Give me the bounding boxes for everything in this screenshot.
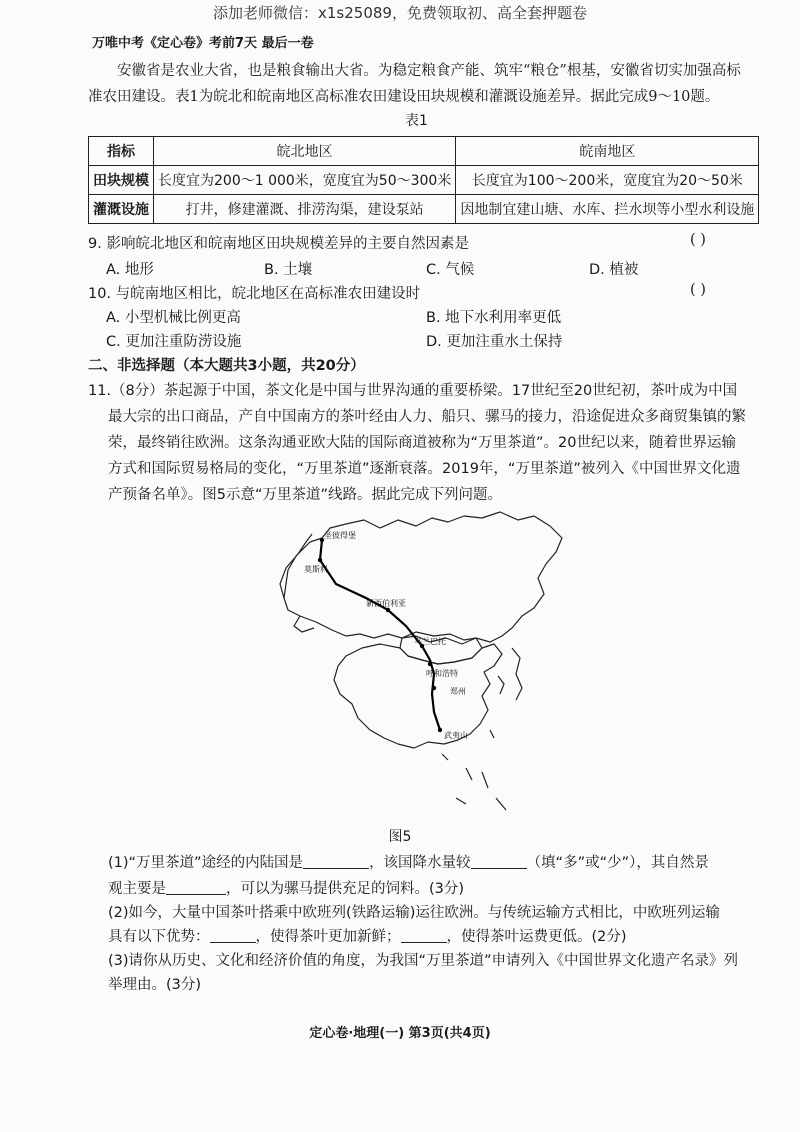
sub-question-2-line-1: (2)如今，大量中国茶叶搭乘中欧班列(铁路运输)运往欧洲。与传统运输方式相比，中欧班列运输 bbox=[108, 905, 720, 921]
option-d: D. 更加注重水土保持 bbox=[426, 334, 563, 350]
sub-question-1-line-1 bbox=[108, 850, 748, 876]
q11-line-4: 方式和国际贸易格局的变化，“万里茶道”逐渐衰落。2019年，“万里茶道”被列入《中国世界文化遗 bbox=[108, 461, 741, 477]
city-dot bbox=[386, 608, 390, 612]
europe-outline bbox=[280, 534, 314, 632]
q11-line-1: 11.（8分）茶起源于中国，茶文化是中国与世界沟通的重要桥梁。17世纪至20世纪初，茶叶成为中国 bbox=[88, 383, 738, 399]
answer-blank[interactable] bbox=[303, 854, 369, 869]
japan-outline bbox=[498, 648, 522, 700]
table-cell: 打井，修建灌溉、排涝沟渠，建设泵站 bbox=[154, 195, 456, 224]
option-b: B. 地下水利用率更低 bbox=[426, 310, 562, 326]
city-dot bbox=[428, 662, 432, 666]
table-header: 指标 bbox=[89, 137, 154, 166]
sub-question-2-line-2 bbox=[108, 924, 748, 950]
option-d: D. 植被 bbox=[589, 262, 639, 278]
data-table bbox=[88, 136, 759, 224]
option-a: A. 地形 bbox=[106, 262, 154, 278]
q11-line-5: 产预备名单》。图5示意“万里茶道”线路。据此完成下列问题。 bbox=[108, 487, 502, 503]
table-header: 皖南地区 bbox=[456, 137, 759, 166]
table-cell: 灌溉设施 bbox=[89, 195, 154, 224]
table-caption: 表1 bbox=[405, 113, 428, 129]
table-header: 皖北地区 bbox=[154, 137, 456, 166]
page-footer: 定心卷·地理(一) 第3页(共4页) bbox=[309, 1026, 491, 1041]
table-cell: 长度宜为200～1 000米，宽度宜为50～300米 bbox=[154, 166, 456, 195]
q11-line-3: 荣，最终销往欧洲。这条沟通亚欧大陆的国际商道被称为“万里茶道”。20世纪以来，随着世界运输 bbox=[108, 435, 736, 451]
city-dot bbox=[438, 728, 442, 732]
watermark-banner: 添加老师微信：x1s25089，免费领取初、高全套押题卷 bbox=[213, 4, 587, 22]
table-header-row bbox=[89, 137, 759, 166]
question-10-stem: 10. 与皖南地区相比，皖北地区在高标准农田建设时 bbox=[88, 286, 421, 302]
map-label-novosibirsk: 新西伯利亚 bbox=[366, 599, 406, 608]
sub-question-3-line-1: (3)请你从历史、文化和经济价值的角度，为我国“万里茶道”申请列入《中国世界文化遗产名录》列 bbox=[108, 953, 739, 969]
city-dot bbox=[432, 686, 436, 690]
figure-caption: 图5 bbox=[388, 829, 412, 845]
answer-blank[interactable] bbox=[471, 854, 527, 869]
text-fragment: 观主要是 bbox=[108, 881, 166, 897]
table-row bbox=[89, 166, 759, 195]
q11-line-2: 最大宗的出口商品，产自中国南方的茶叶经由人力、船只、骡马的接力，沿途促进众多商贸集镇的繁 bbox=[108, 409, 746, 425]
table-cell: 因地制宜建山塘、水库、拦水坝等小型水利设施 bbox=[456, 195, 759, 224]
answer-parentheses: ( ) bbox=[690, 282, 706, 298]
table-cell: 田块规模 bbox=[89, 166, 154, 195]
map-label-hohhot: 呼和浩特 bbox=[426, 669, 458, 678]
text-fragment: ，使得茶叶更加新鲜； bbox=[255, 929, 401, 945]
text-fragment: ，可以为骡马提供充足的饲料。(3分) bbox=[226, 881, 465, 897]
answer-blank[interactable] bbox=[401, 928, 447, 943]
tea-road-map bbox=[276, 498, 568, 820]
map-label-zhengzhou: 郑州 bbox=[450, 687, 466, 696]
series-title: 万唯中考《定心卷》考前7天 最后一卷 bbox=[92, 36, 314, 51]
question-9-stem: 9. 影响皖北地区和皖南地区田块规模差异的主要自然因素是 bbox=[88, 236, 469, 252]
option-b: B. 土壤 bbox=[264, 262, 313, 278]
table-cell: 长度宜为100～200米，宽度宜为20～50米 bbox=[456, 166, 759, 195]
option-c: C. 气候 bbox=[426, 262, 475, 278]
section-heading: 二、非选择题（本大题共3小题，共20分） bbox=[88, 358, 365, 374]
sub-question-1-line-2 bbox=[108, 876, 748, 902]
answer-blank[interactable] bbox=[210, 928, 256, 943]
text-fragment: ，该国降水量较 bbox=[369, 855, 471, 871]
text-fragment: 具有以下优势： bbox=[108, 929, 210, 945]
option-c: C. 更加注重防涝设施 bbox=[106, 334, 242, 350]
intro-line-2: 准农田建设。表1为皖北和皖南地区高标准农田建设田块规模和灌溉设施差异。据此完成9～10题。 bbox=[88, 89, 720, 105]
answer-parentheses: ( ) bbox=[690, 232, 706, 248]
map-label-wuyishan: 武夷山 bbox=[444, 731, 468, 740]
answer-blank[interactable] bbox=[166, 880, 226, 895]
map-label-ulaanbaatar: 乌兰巴托 bbox=[414, 637, 446, 646]
text-fragment: （填“多”或“少”），其自然景 bbox=[526, 855, 709, 871]
text-fragment: ，使得茶叶运费更低。(2分) bbox=[446, 929, 627, 945]
china-outline bbox=[334, 644, 502, 748]
city-dot bbox=[318, 558, 322, 562]
sub-question-3-line-2: 举理由。(3分) bbox=[108, 977, 202, 993]
option-a: A. 小型机械比例更高 bbox=[106, 310, 241, 326]
text-fragment: (1)“万里茶道”途经的内陆国是 bbox=[108, 855, 304, 871]
islands-outline bbox=[456, 768, 506, 810]
table-row bbox=[89, 195, 759, 224]
intro-line-1: 安徽省是农业大省，也是粮食输出大省。为稳定粮食产能、筑牢“粮仓”根基，安徽省切实加强高标 bbox=[117, 63, 741, 79]
map-label-st-petersburg: 圣彼得堡 bbox=[324, 531, 356, 540]
tea-road-route bbox=[320, 540, 440, 730]
map-label-moscow: 莫斯科 bbox=[304, 565, 328, 574]
